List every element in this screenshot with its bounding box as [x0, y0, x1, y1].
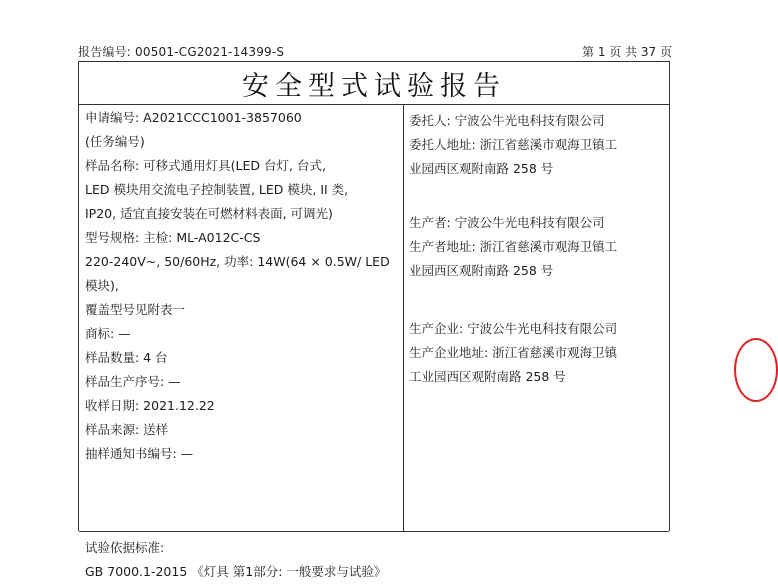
factory-name: 生产企业: 宁波公牛光电科技有限公司 [409, 321, 618, 336]
report-table [78, 61, 670, 579]
sample-info-line: 收样日期: 2021.12.22 [85, 398, 215, 413]
row-divider [79, 531, 669, 532]
sample-info-line: 220-240V~, 50/60Hz, 功率: 14W(64 × 0.5W/ LED [85, 254, 390, 269]
test-basis [85, 536, 665, 584]
producer-name: 生产者: 宁波公牛光电科技有限公司 [409, 215, 605, 230]
sample-info-line: 型号规格: 主检: ML-A012C-CS [85, 230, 261, 245]
sample-info-line: 模块), [85, 278, 119, 293]
report-header [78, 43, 672, 61]
sample-info-line: 样品名称: 可移式通用灯具(LED 台灯, 台式, [85, 158, 326, 173]
sample-info-line: 样品来源: 送样 [85, 422, 169, 437]
sample-info-line: 抽样通知书编号: — [85, 446, 194, 461]
test-basis-label: 试验依据标准: [85, 540, 165, 555]
factory-address-line: 生产企业地址: 浙江省慈溪市观海卫镇 [409, 345, 618, 360]
sample-info [85, 106, 399, 466]
sample-info-line: 覆盖型号见附表一 [85, 302, 186, 317]
sample-info-line: 样品生产序号: — [85, 374, 181, 389]
sample-info-line: 商标: — [85, 326, 131, 341]
factory-address-line: 工业园西区观附南路 258 号 [409, 369, 566, 384]
seal-stamp [734, 338, 778, 402]
page-info: 第 1 页 共 37 页 [582, 45, 672, 59]
client-address-line: 业园西区观附南路 258 号 [409, 161, 554, 176]
sample-info-line: 样品数量: 4 台 [85, 350, 168, 365]
sample-info-line: IP20, 适宜直接安装在可燃材料表面, 可调光) [85, 206, 333, 221]
client-name: 委托人: 宁波公牛光电科技有限公司 [409, 113, 605, 128]
test-standard: GB 7000.1-2015 《灯具 第1部分: 一般要求与试验》 [85, 564, 387, 579]
party-info [409, 109, 669, 389]
sample-info-line: LED 模块用交流电子控制装置, LED 模块, II 类, [85, 182, 349, 197]
sample-info-line: (任务编号) [85, 134, 145, 149]
sample-info-line: 申请编号: A2021CCC1001-3857060 [85, 110, 302, 125]
column-divider [403, 104, 404, 531]
report-number: 报告编号: 00501-CG2021-14399-S [78, 45, 285, 59]
producer-address-line: 业园西区观附南路 258 号 [409, 263, 554, 278]
producer-address-line: 生产者地址: 浙江省慈溪市观海卫镇工 [409, 239, 618, 254]
client-address-line: 委托人地址: 浙江省慈溪市观海卫镇工 [409, 137, 618, 152]
report-title: 安全型式试验报告 [79, 62, 669, 105]
